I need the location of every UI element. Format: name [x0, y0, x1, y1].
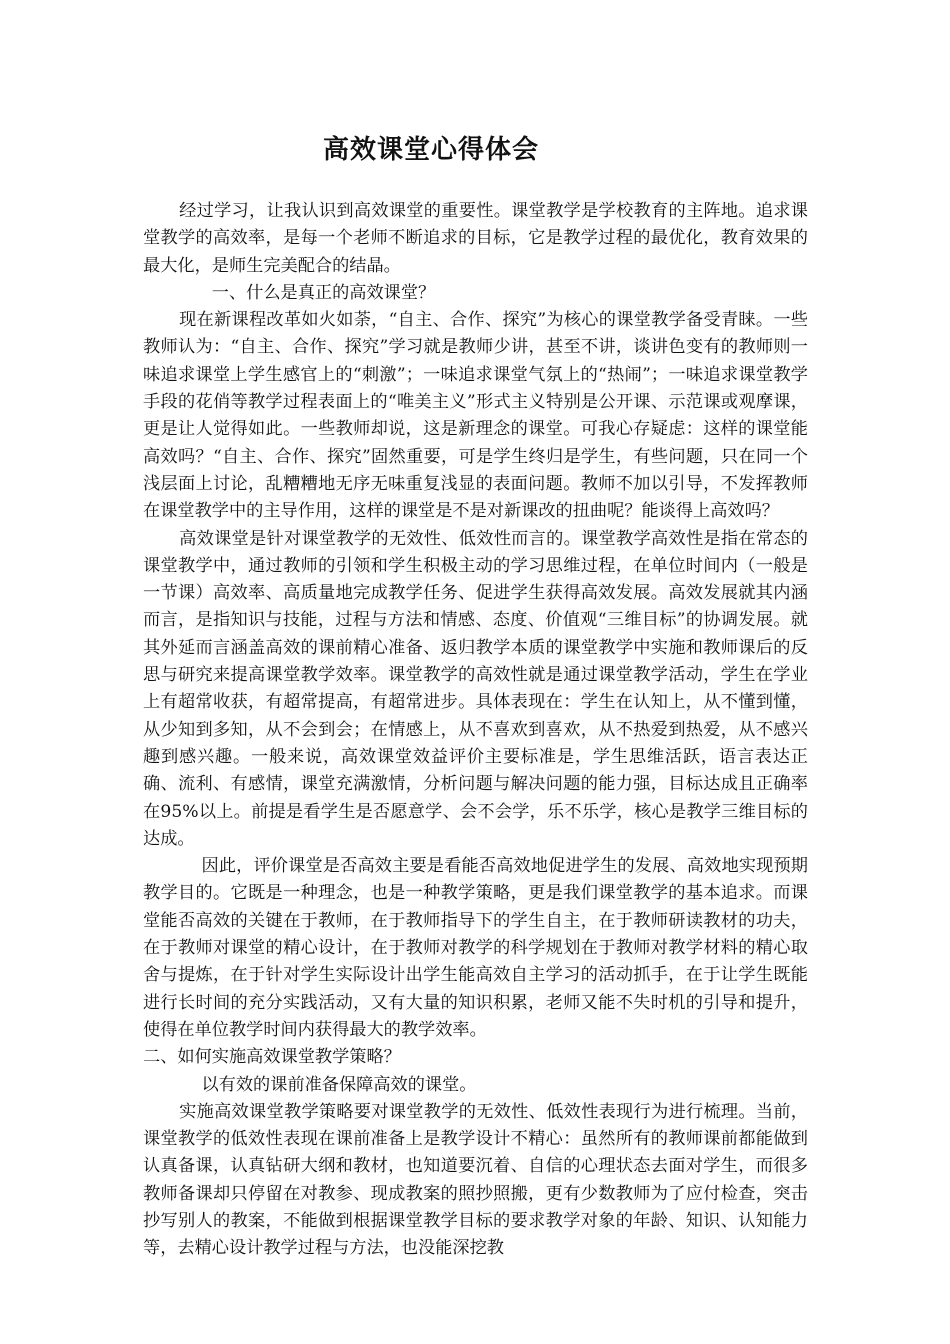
paragraph-strategy: 实施高效课堂教学策略要对课堂教学的无效性、低效性表现行为进行梳理。当前，课堂教学的低效性表现在课前准备上是教学设计不精心：虽然所有的教师课前都能做到认真备课，认真钻研大纲和教材，也知道要沉着、自信的心理状态去面对学生，而很多教师备课却只停留在对教参、现成教案的照抄照搬，更有少数教师为了应付检查，突击抄写别人的教案，不能做到根据课堂教学目标的要求教学对象的年龄、知识、认知能力等，去精心设计教学过程与方法，也没能深挖教	[143, 1101, 808, 1259]
section-heading-2: 二、如何实施高效课堂教学策略？	[143, 1047, 401, 1068]
paragraph-reform: 现在新课程改革如火如荼，“自主、合作、探究”为核心的课堂教学备受青睐。一些教师认为：“自主、合作、探究”学习就是教师少讲，甚至不讲，谈讲色变有的教师则一味追求课堂上学生感官上的“刺激”；一味追求课堂气氛上的“热闹”；一味追求课堂教学手段的花俏等教学过程表面上的“唯美主义”形式主义特别是公开课、示范课或观摩课，更是让人觉得如此。一些教师却说，这是新理念的课堂。可我心存疑虑：这样的课堂能高效吗？“自主、合作、探究”固然重要，可是学生终归是学生，有些问题，只在同一个浅层面上讨论，乱糟糟地无序无味重复浅显的表面问题。教师不加以引导，不发挥教师在课堂教学中的主导作用，这样的课堂是不是对新课改的扭曲呢？能谈得上高效吗？	[143, 310, 808, 522]
paragraph-intro: 经过学习，让我认识到高效课堂的重要性。课堂教学是学校教育的主阵地。追求课堂教学的高效率，是每一个老师不断追求的目标，它是教学过程的最优化，教育效果的最大化，是师生完美配合的结晶。	[143, 201, 808, 276]
subheading-preparation: 以有效的课前准备保障高效的课堂。	[201, 1074, 477, 1095]
paragraph-definition: 高效课堂是针对课堂教学的无效性、低效性而言的。课堂教学高效性是指在常态的课堂教学中，通过教师的引领和学生积极主动的学习思维过程，在单位时间内（一般是一节课）高效率、高质量地完成教学任务、促进学生获得高效发展。高效发展就其内涵而言，是指知识与技能，过程与方法和情感、态度、价值观“三维目标”的协调发展。就其外延而言涵盖高效的课前精心准备、返归教学本质的课堂教学中实施和教师课后的反思与研究来提高课堂教学效率。课堂教学的高效性就是通过课堂教学活动，学生在学业上有超常收获，有超常提高，有超常进步。具体表现在：学生在认知上，从不懂到懂，从少知到多知，从不会到会；在情感上，从不喜欢到喜欢，从不热爱到热爱，从不感兴趣到感兴趣。一般来说，高效课堂效益评价主要标准是，学生思维活跃，语言表达正确、流利、有感情，课堂充满激情，分析问题与解决问题的能力强，目标达成且正确率在95%以上。前提是看学生是否愿意学、会不会学，乐不乐学，核心是教学三维目标的达成。	[143, 528, 808, 849]
section-heading-1: 一、什么是真正的高效课堂？	[211, 282, 436, 303]
paragraph-evaluation: 因此，评价课堂是否高效主要是看能否高效地促进学生的发展、高效地实现预期教学目的。它既是一种理念，也是一种教学策略，更是我们课堂教学的基本追求。而课堂能否高效的关键在于教师，在于教师指导下的学生自主，在于教师研读教材的功夫，在于教师对课堂的精心设计，在于教师对教学的科学规划在于教师对教学材料的精心取舍与提炼，在于针对学生实际设计出学生能高效自主学习的活动抓手，在于让学生既能进行长时间的充分实践活动，又有大量的知识积累，老师又能不失时机的引导和提升，使得在单位教学时间内获得最大的教学效率。	[143, 856, 808, 1040]
document-body	[143, 198, 808, 1263]
document-title: 高效课堂心得体会	[322, 135, 539, 165]
